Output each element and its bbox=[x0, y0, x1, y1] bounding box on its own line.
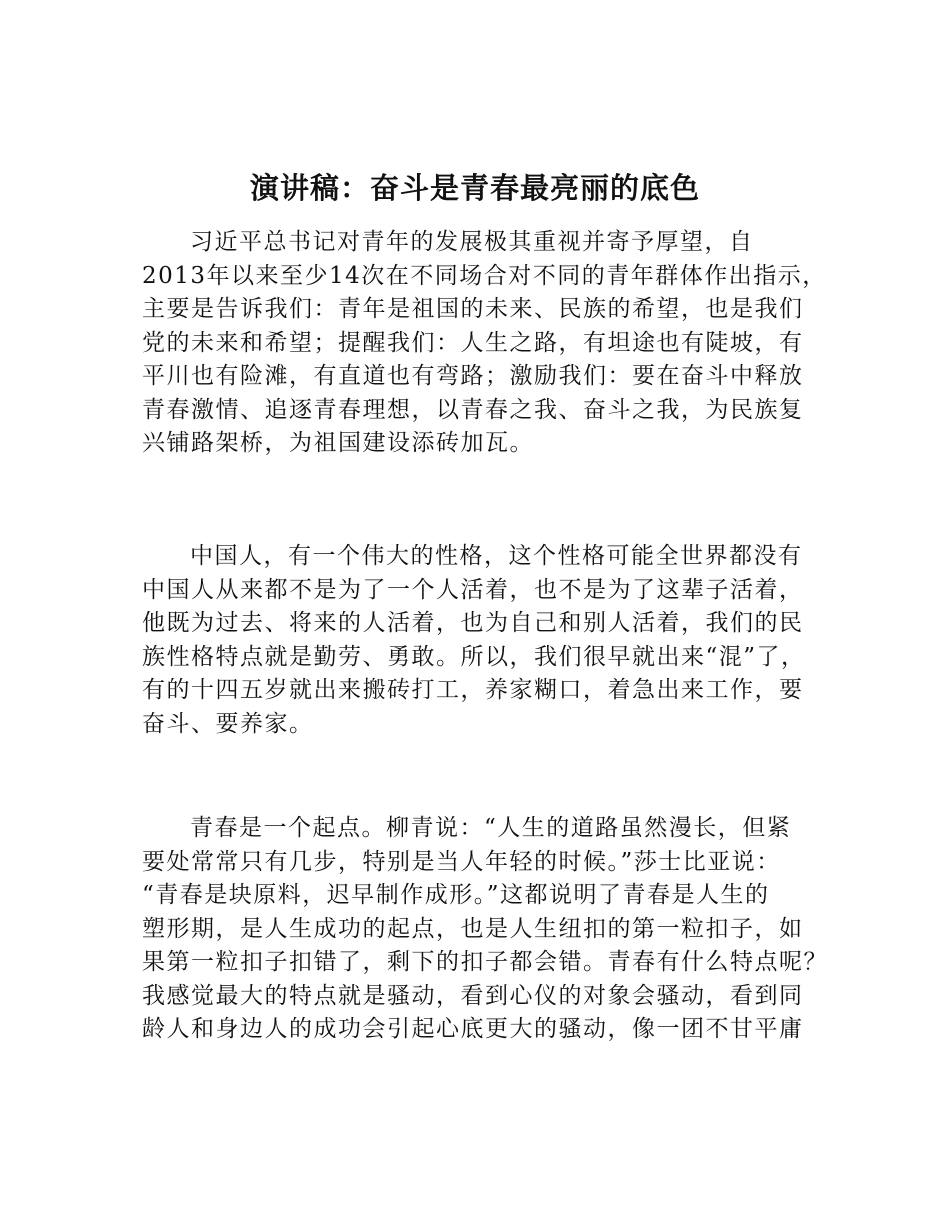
paragraph-3: 青春是一个起点。柳青说：“人生的道路虽然漫长，但紧 要处常常只有几步，特别是当人年轻的时候。”莎士比亚说： “青春是块原料，迟早制作成形。”这都说明了青春是人生的 塑形期，是人生成功的起点，也是人生纽扣的第一粒扣子，如 果第一粒扣子扣错了，剩下的扣子都会错。青春有什么特点呢？ 我感觉最大的特点就是骚动，看到心仪的对象会骚动，看到同 龄人和身边人的成功会引起心底更大的骚动，像一团不甘平庸 bbox=[142, 815, 828, 1042]
paragraph-2: 中国人，有一个伟大的性格，这个性格可能全世界都没有 中国人从来都不是为了一个人活着，也不是为了这辈子活着， 他既为过去、将来的人活着，也为自己和别人活着，我们的民 族性格特点就是勤劳、勇敢。所以，我们很早就出来“混”了， 有的十四五岁就出来搬砖打工，养家糊口，着急出来工作，要 奋斗、要养家。 bbox=[142, 543, 806, 737]
paragraph-1: 习近平总书记对青年的发展极其重视并寄予厚望，自 2013年以来至少14次在不同场合对不同的青年群体作出指示， 主要是告诉我们：青年是祖国的未来、民族的希望，也是我们 党的未来和希望；提醒我们：人生之路，有坦途也有陡坡，有 平川也有险滩，有直道也有弯路；激励我们：要在奋斗中释放 青春激情、追逐青春理想，以青春之我、奋斗之我，为民族复 兴铺路架桥，为祖国建设添砖加瓦。 bbox=[142, 229, 827, 456]
document-title: 演讲稿：奋斗是青春最亮丽的底色 bbox=[249, 171, 700, 205]
